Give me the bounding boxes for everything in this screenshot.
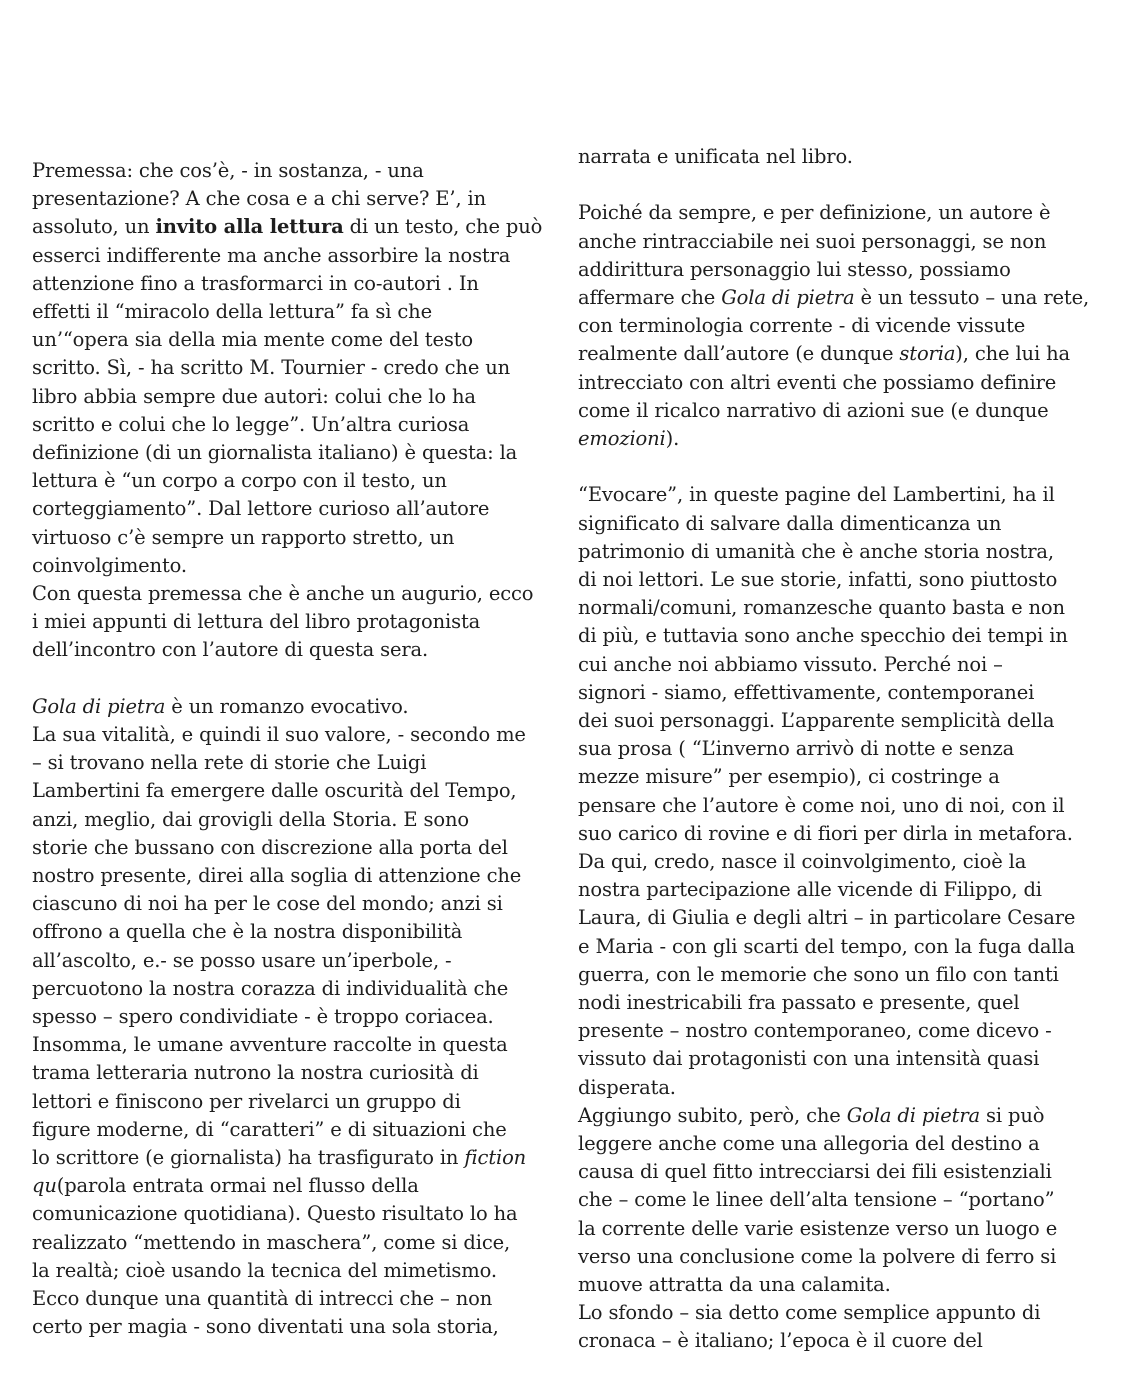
text-line [32,1059,479,1087]
text-line [32,213,542,241]
text-line [32,242,510,270]
text-line [578,312,1025,340]
text-line [578,481,1055,509]
text-segment: significato di salvare dalla dimenticanza un [578,511,1002,535]
text-segment: Da qui, credo, nasce il coinvolgimento, cioè la [578,850,1027,873]
text-line [32,298,432,326]
text-line [32,890,503,918]
text-segment: la realtà; cioè usando la tecnica del mimetismo. [32,1258,497,1282]
text-segment: signori - siamo, effettivamente, contemporanei [578,680,1035,704]
italic-text: Gola di pietra [846,1103,980,1127]
text-segment: percuotono la nostra corazza di individualità che [32,976,509,1000]
text-segment: offrono a quella che è la nostra disponibilità [32,920,463,944]
text-segment: è un romanzo evocativo. [165,694,409,718]
text-line [578,763,1000,791]
text-segment: la corrente delle varie esistenze verso un luogo e [578,1216,1058,1240]
text-line [32,1172,419,1200]
text-segment: coinvolgimento. [32,553,187,577]
text-line [32,693,408,721]
text-segment: all’ascolto, e.- se posso usare un’iperbole, - [32,948,452,972]
text-line [578,1130,1040,1158]
text-segment: è un tessuto – una rete, [854,286,1090,309]
text-line [578,679,1034,707]
text-segment: effetti il “miracolo della lettura” fa sì che [32,300,432,323]
text-line [578,904,1075,932]
text-segment: affermare che [578,286,722,309]
text-line [578,284,1089,312]
text-line [32,777,516,805]
text-segment: nostro presente, direi alla soglia di attenzione che [32,864,522,887]
text-segment: anche rintracciabile nei suoi personaggi, se non [578,229,1047,253]
text-line [578,594,1065,622]
text-segment: nostra partecipazione alle vicende di Filippo, di [578,878,1042,902]
text-segment: di più, e tuttavia sono anche specchio dei tempi in [578,624,1068,648]
text-line [578,1243,1056,1271]
text-line [32,1031,508,1059]
text-segment: certo per magia - sono diventati una sola storia, [32,1315,499,1339]
text-segment: cronaca – è italiano; l’epoca è il cuore del [578,1329,983,1353]
text-segment: corteggiamento”. Dal lettore curioso all’autore [32,497,490,521]
text-line [578,566,1057,594]
text-segment: lettori e finiscono per rivelarci un gruppo di [32,1089,461,1113]
text-segment: disperata. [578,1075,676,1099]
text-line [578,369,1056,397]
text-segment: e Maria - con gli scarti del tempo, con la fuga dalla [578,934,1075,958]
text-segment: normali/comuni, romanzesche quanto basta e non [578,596,1065,620]
text-line [32,552,187,580]
text-line [578,1158,1052,1186]
text-line [32,185,486,213]
text-line [578,199,1050,227]
text-segment: assoluto, un [32,215,156,239]
text-line [578,735,1014,763]
text-line [32,439,517,467]
italic-text: fiction [464,1146,527,1169]
text-segment: Insomma, le umane avventure raccolte in questa [32,1033,508,1057]
text-segment: causa di quel fitto intrecciarsi dei fili esistenziali [578,1160,1052,1184]
text-segment: sua prosa ( “L’inverno arrivò di notte e senza [578,737,1015,761]
text-line [578,933,1075,961]
text-segment: addirittura personaggio lui stesso, possiamo [578,257,1011,281]
text-segment: di un testo, che può [343,215,543,239]
text-segment: trama letteraria nutrono la nostra curiosità di [32,1061,479,1085]
text-line [578,989,1020,1017]
text-line [32,495,489,523]
italic-text: storia [899,342,956,366]
text-segment: Lambertini fa emergere dalle oscurità del Tempo, [32,779,517,803]
italic-text: Gola di pietra [721,286,855,309]
text-line [578,1102,1044,1130]
text-line [578,340,1070,368]
text-segment: realizzato “mettendo in maschera”, come si dice, [32,1230,511,1254]
text-segment: ). [665,427,680,450]
text-line [32,580,533,608]
text-line [578,256,1011,284]
text-segment: vissuto dai protagonisti con una intensità quasi [578,1047,1040,1071]
text-line [32,975,508,1003]
text-segment: lo scrittore (e giornalista) ha trasfigurato in [32,1146,465,1169]
text-segment: Lo sfondo – sia detto come semplice appunto di [578,1301,1041,1325]
text-line [32,1313,499,1341]
text-segment: un’“opera sia della mia mente come del testo [32,328,474,352]
text-segment: dei suoi personaggi. L’apparente semplicità della [578,709,1055,732]
text-line [32,411,469,439]
italic-text: emozioni [578,427,666,450]
text-line [32,354,510,382]
text-segment: suo carico di rovine e di fiori per dirla in metafora. [578,821,1073,845]
text-segment: storie che bussano con discrezione alla porta del [32,835,508,859]
text-segment: pensare che l’autore è come noi, uno di noi, con il [578,793,1065,817]
italic-text: Gola di pietra [32,694,166,718]
text-line [32,749,426,777]
text-segment: verso una conclusione come la polvere di ferro si [578,1244,1057,1268]
text-line [32,383,476,411]
text-line [32,1200,517,1228]
text-segment: virtuoso c’è sempre un rapporto stretto, un [32,525,455,549]
text-segment: presentazione? A che cosa e a chi serve? E’, in [32,187,487,211]
text-line [32,862,521,890]
text-segment: patrimonio di umanità che è anche storia nostra, [578,539,1054,563]
text-line [578,143,853,171]
text-segment: Laura, di Giulia e degli altri – in particolare Cesare [578,906,1076,930]
text-segment: che – come le linee dell’alta tensione – “portano” [578,1188,1055,1212]
text-line [32,326,473,354]
text-segment: narrata e unificata nel libro. [578,145,853,168]
text-segment: dell’incontro con l’autore di questa sera. [32,638,429,662]
text-segment: (parola entrata ormai nel flusso della [56,1174,419,1198]
text-line [32,1116,507,1144]
text-segment: si può [979,1103,1045,1127]
text-segment: esserci indifferente ma anche assorbire la nostra [32,243,511,267]
text-line [578,397,1049,425]
text-line [578,425,679,453]
text-line [578,538,1054,566]
text-line [32,721,526,749]
text-segment: Ecco dunque una quantità di intrecci che – non [32,1287,493,1310]
text-segment: anzi, meglio, dai grovigli della Storia. E sono [32,807,469,831]
text-line [578,961,1059,989]
text-segment: di noi lettori. Le sue storie, infatti, sono piuttosto [578,568,1058,591]
text-line [32,467,447,495]
text-line [578,622,1068,650]
text-line [32,1257,497,1285]
text-segment: figure moderne, di “caratteri” e di situazioni che [32,1117,507,1141]
text-line [578,1327,983,1355]
text-segment: presente – nostro contemporaneo, come dicevo - [578,1019,1052,1043]
text-segment: Aggiungo subito, però, che [578,1103,847,1127]
text-line [32,608,480,636]
text-segment: intrecciato con altri eventi che possiamo definire [578,370,1057,394]
text-line [578,228,1046,256]
text-line [32,806,469,834]
text-line [578,1074,676,1102]
text-line [32,157,424,185]
text-line [578,848,1026,876]
text-line [578,707,1054,735]
text-line [32,636,428,664]
text-segment: attenzione fino a trasformarci in co-autori . In [32,271,479,295]
text-line [32,834,508,862]
text-segment: ciascuno di noi ha per le cose del mondo; anzi si [32,892,503,916]
text-segment: Con questa premessa che è anche un augurio, ecco [32,582,534,605]
text-line [578,510,1001,538]
text-line [578,1215,1057,1243]
text-segment: muove attratta da una calamita. [578,1273,891,1296]
text-line [32,947,451,975]
text-line [578,1299,1040,1327]
text-segment: leggere anche come una allegoria del destino a [578,1132,1040,1155]
text-segment: come il ricalco narrativo di azioni sue (e dunque [578,398,1049,422]
text-segment: La sua vitalità, e quindi il suo valore, - secondo me [32,723,526,746]
text-line [32,1285,492,1313]
text-line [578,792,1064,820]
text-segment: mezze misure” per esempio), ci costringe a [578,765,1000,789]
text-line [578,1017,1052,1045]
text-segment: spesso – spero condividiate - è troppo coriacea. [32,1005,494,1028]
bold-text: invito alla lettura [155,215,344,239]
text-segment: definizione (di un giornalista italiano) è questa: la [32,441,518,464]
text-segment: – si trovano nella rete di storie che Luigi [32,751,427,775]
text-line [32,270,479,298]
text-line [578,651,1003,679]
text-segment: guerra, con le memorie che sono un filo con tanti [578,962,1059,986]
text-segment: libro abbia sempre due autori: colui che lo ha [32,384,476,408]
text-line [32,1229,510,1257]
text-segment: nodi inestricabili fra passato e presente, quel [578,991,1020,1014]
text-line [578,820,1073,848]
text-segment: i miei appunti di lettura del libro protagonista [32,610,481,634]
text-segment: scritto. Sì, - ha scritto M. Tournier - credo che un [32,356,511,380]
text-segment: Premessa: che cos’è, - in sostanza, - una [32,159,424,182]
text-segment: cui anche noi abbiamo vissuto. Perché noi – [578,652,1003,676]
text-segment: ), che lui ha [955,342,1070,366]
text-line [32,1144,526,1172]
italic-text: qu [32,1174,57,1198]
text-line [32,918,462,946]
text-segment: lettura è “un corpo a corpo con il testo, un [32,469,447,493]
text-line [578,1271,891,1299]
text-segment: realmente dall’autore (e dunque [578,342,900,366]
text-line [578,1186,1054,1214]
text-segment: comunicazione quotidiana). Questo risultato lo ha [32,1202,518,1226]
text-segment: con terminologia corrente - di vicende vissute [578,314,1026,338]
text-line [578,1045,1039,1073]
text-segment: scritto e colui che lo legge”. Un’altra curiosa [32,412,470,436]
text-line [32,524,454,552]
text-segment: “Evocare”, in queste pagine del Lambertini, ha il [578,483,1055,507]
text-line [32,1088,461,1116]
text-line [578,876,1042,904]
text-line [32,1003,494,1031]
text-segment: Poiché da sempre, e per definizione, un autore è [578,201,1051,225]
